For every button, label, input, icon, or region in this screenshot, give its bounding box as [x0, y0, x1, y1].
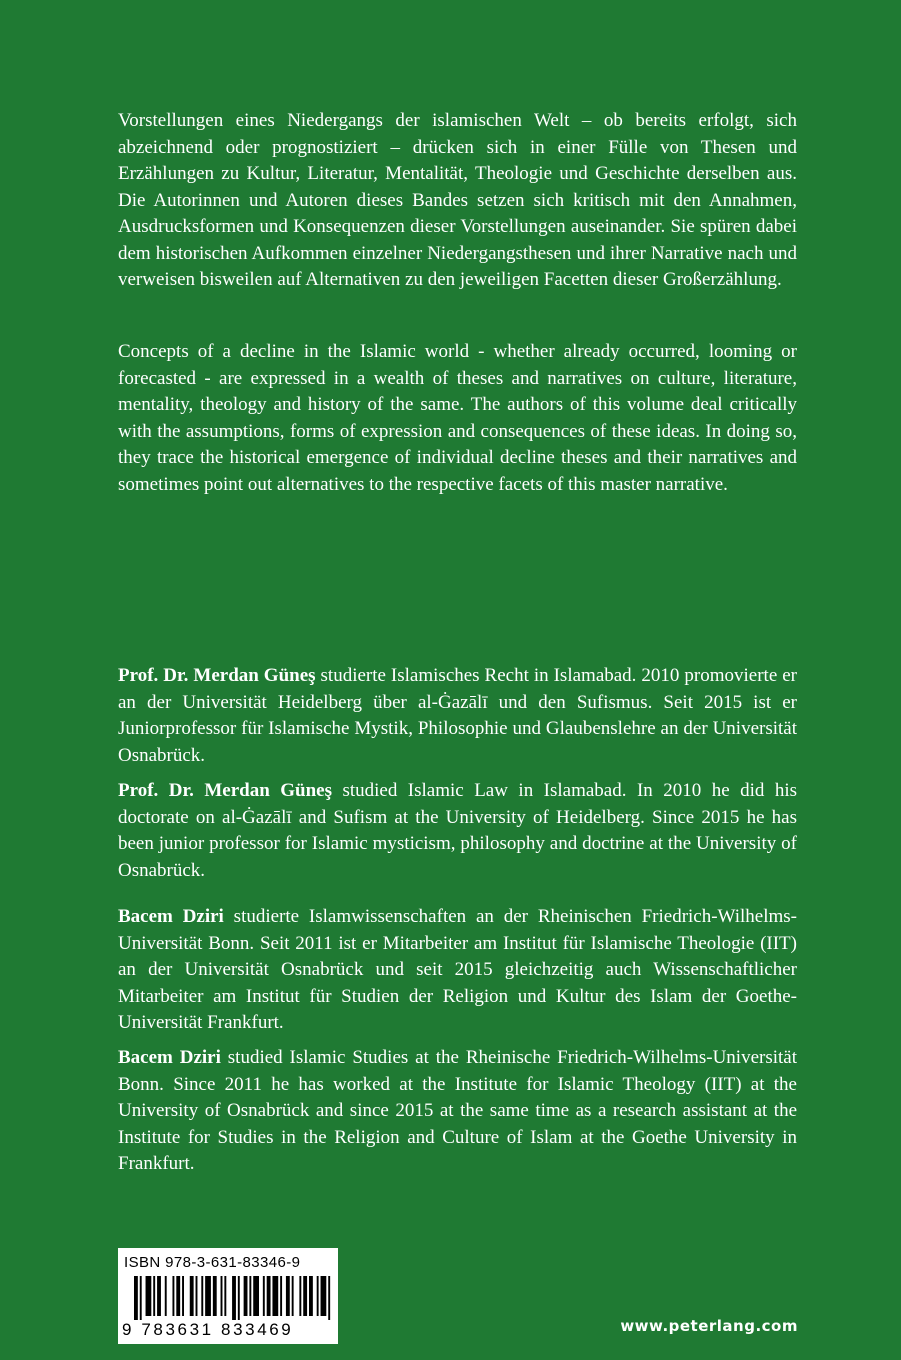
barcode-digits: 9 783631 833469 — [122, 1320, 294, 1339]
barcode-bar — [263, 1276, 265, 1316]
barcode-bar — [134, 1276, 138, 1320]
bio-text: studied Islamic Law in Islamabad. In 2010 he did his doctorate on al-Ġazālī and Sufism at the University of Heidelberg. Since 2015 he has been junior professor for Islamic mysticism, philosophy and doctrine at the University of Osnabrück. — [118, 780, 798, 881]
barcode-bar — [205, 1276, 211, 1316]
barcode-bar — [238, 1276, 240, 1320]
barcode-bar — [299, 1276, 301, 1316]
bio-text: studied Islamic Studies at the Rheinische Friedrich-Wilhelms-Universität Bonn. Since 2011 he has worked at the Institute for Islamic Theology (IIT) at the University of Osnabrück and since 2015 at the same time as a research assistant at the Institute for Studies in the Religion and Culture of Islam at the Goethe University in Frankfurt. — [118, 1047, 797, 1174]
barcode-bar — [153, 1276, 155, 1316]
barcode-bar — [201, 1276, 203, 1316]
author-name: Prof. Dr. Merdan Güneş — [118, 780, 332, 801]
author-name: Bacem Dziri — [118, 1047, 221, 1068]
author-name: Prof. Dr. Merdan Güneş — [118, 665, 316, 686]
barcode-bar — [146, 1276, 152, 1316]
bio-dziri-german — [118, 904, 797, 1037]
blurb-english: Concepts of a decline in the Islamic world - whether already occurred, looming or forecasted - are expressed in a wealth of theses and narratives on culture, literature, mentality, theology and history of the same. The authors of this volume deal critically with the assumptions, forms of expression and consequences of these ideas. In doing so, they trace the historical emergence of individual decline theses and their narratives and sometimes point out alternatives to the respective facets of this master narrative. — [118, 341, 797, 495]
barcode-bar — [182, 1276, 184, 1316]
bio-text: studierte Islamwissenschaften an der Rheinischen Friedrich-Wilhelms-Universität Bonn. Seit 2011 ist er Mitarbeiter am Institut für Islamische Theologie (IIT) an der Universität Osnabrück und seit 2015 gleichzeitig auch Wissenschaftlicher Mitarbeiter am Institut für Studien der Religion und Kultur des Islam der Goethe-Universität Frankfurt. — [118, 906, 797, 1033]
barcode-bar — [292, 1276, 294, 1316]
barcode-bar — [249, 1276, 251, 1316]
barcode-bar — [328, 1276, 330, 1320]
barcode-bar — [172, 1276, 174, 1316]
barcode-bar — [190, 1276, 194, 1316]
barcode-bar — [165, 1276, 167, 1316]
barcode-bar — [224, 1276, 226, 1316]
bio-dziri-english — [118, 1045, 797, 1178]
barcode-bar — [317, 1276, 319, 1316]
barcode-bar — [280, 1276, 282, 1316]
barcode-bar — [196, 1276, 198, 1316]
barcode-bar — [213, 1276, 217, 1316]
isbn-label: ISBN 978-3-631-83346-9 — [124, 1254, 301, 1271]
barcode-bar — [272, 1276, 278, 1316]
barcode-bar — [176, 1276, 180, 1316]
blurb-german: Vorstellungen eines Niedergangs der islamischen Welt – ob bereits erfolgt, sich abzeichnend oder prognostiziert – drücken sich in einer Fülle von Thesen und Erzählungen zu Kultur, Literatur, Mentalität, Theologie und Geschichte derselben aus. Die Autorinnen und Autoren dieses Bandes setzen sich kritisch mit den Annahmen, Ausdrucksformen und Konsequenzen dieser Vorstellungen auseinander. Sie spüren dabei dem historischen Aufkommen einzelner Niedergangsthesen und ihrer Narrative nach und verweisen bisweilen auf Alternativen zu den jeweiligen Facetten dieser Großerzählung. — [118, 110, 797, 290]
publisher-website[interactable]: www.peterlang.com — [620, 1317, 798, 1335]
barcode-bar — [232, 1276, 236, 1320]
barcode-bar — [244, 1276, 248, 1316]
barcode-bar — [157, 1276, 161, 1316]
barcode-bar — [303, 1276, 307, 1316]
barcode-bar — [253, 1276, 259, 1316]
barcode-bar — [140, 1276, 142, 1320]
barcode-bar — [286, 1276, 290, 1316]
bio-text: studierte Islamisches Recht in Islamabad. 2010 promovierte er an der Universität Heidelberg über al-Ġazālī und den Sufismus. Seit 2015 ist er Juniorprofessor für Islamische Mystik, Philosophie und Glaubenslehre an der Universität Osnabrück. — [118, 665, 797, 766]
bio-gunes-german — [118, 663, 797, 769]
barcode-icon — [134, 1276, 334, 1320]
barcode-bar — [309, 1276, 313, 1316]
bio-gunes-english — [118, 778, 797, 884]
barcode-bar — [221, 1276, 223, 1316]
isbn-barcode-box — [118, 1248, 338, 1344]
barcode-bar — [267, 1276, 271, 1316]
author-name: Bacem Dziri — [118, 906, 224, 927]
barcode-bar — [321, 1276, 327, 1316]
